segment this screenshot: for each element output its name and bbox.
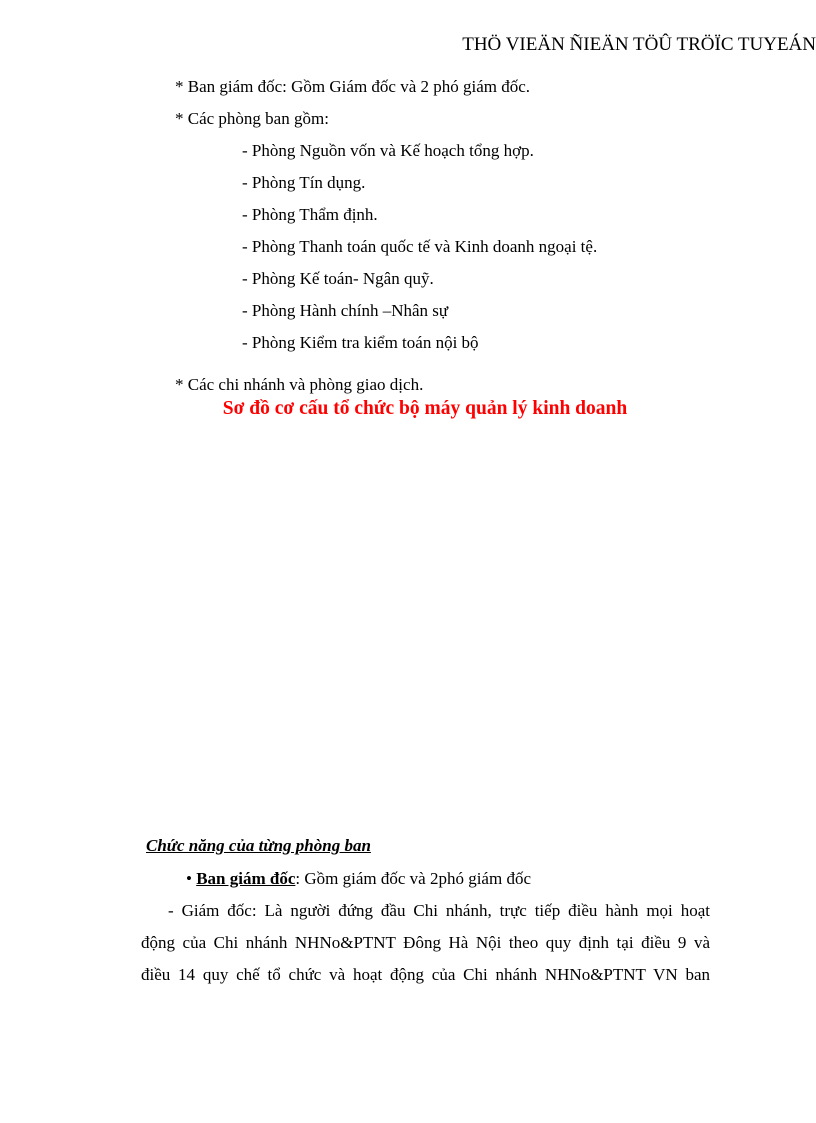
department-item: - Phòng Thẩm định. xyxy=(242,205,378,224)
bullet-glyph: • xyxy=(186,869,192,888)
department-item: - Phòng Kế toán- Ngân quỹ. xyxy=(242,269,434,288)
bullet-text: : Gồm giám đốc và 2phó giám đốc xyxy=(295,869,531,888)
diagram-title: Sơ đồ cơ cấu tổ chức bộ máy quản lý kinh doanh xyxy=(222,398,628,419)
paragraph-line: - Giám đốc: Là người đứng đầu Chi nhánh, trực tiếp điều hành mọi hoạt xyxy=(168,901,710,920)
departments-heading: * Các phòng ban gồm: xyxy=(175,109,329,128)
page-header: THÖ VIEÄN ÑIEÄN TÖÛ TRÖÏC TUYEÁN xyxy=(462,34,816,55)
bullet-label: Ban giám đốc xyxy=(196,869,296,888)
branches-line: * Các chi nhánh và phòng giao dịch. xyxy=(175,375,424,394)
department-item: - Phòng Tín dụng. xyxy=(242,173,366,192)
section-heading: Chức năng của từng phòng ban xyxy=(146,836,371,855)
department-item: - Phòng Kiểm tra kiểm toán nội bộ xyxy=(242,333,479,352)
paragraph-line: điều 14 quy chế tổ chức và hoạt động của Chi nhánh NHNo&PTNT VN ban xyxy=(141,965,710,984)
department-item: - Phòng Thanh toán quốc tế và Kinh doanh ngoại tệ. xyxy=(242,237,598,256)
diagram-placeholder xyxy=(140,430,710,820)
department-item: - Phòng Nguồn vốn và Kế hoạch tổng hợp. xyxy=(242,141,534,160)
department-item: - Phòng Hành chính –Nhân sự xyxy=(242,301,449,320)
board-line: * Ban giám đốc: Gồm Giám đốc và 2 phó giám đốc. xyxy=(175,77,531,96)
paragraph-line: động của Chi nhánh NHNo&PTNT Đông Hà Nội theo quy định tại điều 9 và xyxy=(141,933,710,952)
bullet-item xyxy=(186,869,531,889)
